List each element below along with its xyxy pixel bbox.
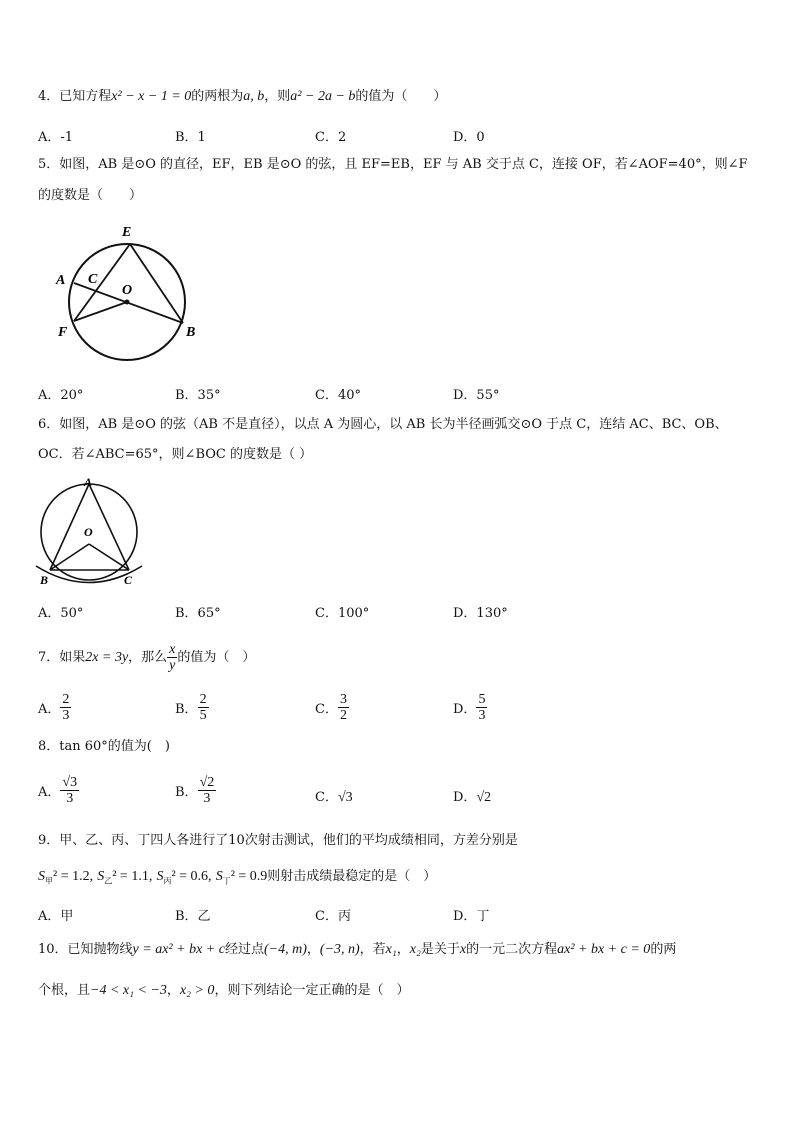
q9-s2-sub: 乙 [104, 876, 113, 886]
q7-option-c-denominator: 2 [339, 708, 347, 723]
q10-text-5: 是关于 [420, 942, 460, 957]
q8-option-a-fraction [60, 775, 79, 806]
q7-option-b-numerator: 2 [199, 692, 207, 707]
q5-label-c: C [88, 272, 98, 287]
q9-s1-value: ² = 1.2, [53, 869, 94, 884]
q10-text-4: ， [396, 942, 410, 957]
q8-option-a-denominator: 3 [66, 791, 74, 806]
q7-option-d-denominator: 3 [478, 708, 486, 723]
q7-fraction [167, 642, 177, 673]
q6-option-a: A．50° [38, 606, 84, 621]
q5-label-f: F [58, 325, 68, 340]
q10-equation-2: ax² + bx + c = 0 [557, 942, 651, 957]
q10-text-7: 的两 [650, 942, 677, 957]
q10-line2-c: ，则下列结论一定正确的是（ ） [214, 983, 410, 998]
q7-number: 7．如果 [38, 650, 86, 665]
q10-equation: y = ax² + bx + c [132, 942, 225, 957]
q10-line2-a: 个根，且 [38, 983, 91, 998]
q4-text-1: 已知方程 [59, 89, 112, 104]
q7-option-a-numerator: 2 [62, 692, 70, 707]
q8-option-c-value: √3 [337, 790, 353, 805]
q10-x: x [459, 942, 467, 957]
q4-option-b: B．1 [175, 130, 206, 145]
q10-point-1: (−4, m) [263, 942, 307, 957]
q10-inequality: −4 < x₁ < −3 [90, 983, 167, 998]
q7-option-d-label: D． [453, 702, 477, 717]
q10-x1: x₁ [385, 942, 397, 957]
q7-option-b-denominator: 5 [199, 708, 207, 723]
q8-option-b-numerator: √2 [199, 775, 215, 790]
q5-label-a: A [56, 273, 66, 288]
q10-x2: x₂ [409, 942, 421, 957]
q7-option-d [453, 692, 487, 723]
q8-option-d-value: √2 [476, 790, 492, 805]
q6-option-d: D．130° [453, 606, 508, 621]
q4-option-c: C．2 [315, 130, 347, 145]
q7-option-b-fraction [198, 692, 209, 723]
q9-s2: S [97, 869, 105, 884]
q5-center-dot [125, 300, 130, 305]
q9-variances [38, 868, 436, 891]
q5-option-a: A．20° [38, 388, 84, 403]
q6-text-line2: OC．若∠ABC=65°，则∠BOC 的度数是（ ） [38, 447, 313, 462]
q10-text-line2 [38, 982, 409, 1000]
q4-text-3: ，则 [264, 89, 291, 104]
q10-text-line1 [38, 941, 676, 959]
q10-text-2: 经过点 [224, 942, 264, 957]
q7-option-d-numerator: 5 [478, 692, 486, 707]
q4-option-a: A．-1 [38, 130, 74, 145]
q8-option-b-denominator: 3 [203, 791, 211, 806]
q6-option-c: C．100° [315, 606, 370, 621]
q4-text-4: 的值为（ ） [355, 89, 447, 104]
q10-point-2: (−3, n) [319, 942, 360, 957]
q8-option-b [175, 775, 216, 806]
q9-s2-value: ² = 1.1, [112, 869, 153, 884]
q4-text-2: 的两根为 [191, 89, 244, 104]
q9-s3-sub: 丙 [163, 876, 172, 886]
q5-label-e: E [122, 225, 132, 240]
q8-option-c-label: C． [315, 790, 338, 805]
q5-label-o: O [122, 283, 133, 298]
q9-s4: S [215, 869, 223, 884]
q9-s4-sub: 丁 [222, 876, 231, 886]
q5-text-line1: 5．如图，AB 是⊙O 的直径，EF，EB 是⊙O 的弦，且 EF=EB，EF 与 AB 交于点 C，连接 OF，若∠AOF=40°，则∠F [38, 157, 748, 172]
q6-text-line1: 6．如图，AB 是⊙O 的弦（AB 不是直径），以点 A 为圆心，以 AB 长为半径画弧交⊙O 于点 C，连结 AC、BC、OB、 [38, 417, 728, 432]
q4-expression: a² − 2a − b [290, 89, 356, 104]
q5-label-b: B [186, 325, 196, 340]
q7-option-a-fraction [60, 692, 71, 723]
q5-text-line2: 的度数是（ ） [38, 188, 143, 203]
q5-figure [50, 220, 200, 365]
q7-fraction-denominator: y [169, 658, 176, 673]
q7-text [38, 640, 255, 676]
q9-s4-value: ² = 0.9 [230, 869, 268, 884]
q8-option-c [315, 786, 353, 806]
q6-label-c: C [124, 573, 133, 587]
q9-text-line1: 9．甲、乙、丙、丁四人各进行了10次射击测试，他们的平均成绩相同，方差分别是 [38, 833, 518, 848]
q10-text-6: 的一元二次方程 [466, 942, 558, 957]
q8-option-d-label: D． [453, 790, 477, 805]
q7-option-c-fraction [338, 692, 349, 723]
q10-text-1: 10．已知抛物线 [38, 942, 133, 957]
q7-option-d-fraction [476, 692, 487, 723]
q9-option-d: D．丁 [453, 909, 490, 924]
q7-option-a [38, 692, 71, 723]
q9-s1-sub: 甲 [45, 876, 53, 886]
q4-number: 4． [38, 89, 60, 104]
q9-text-2: 则射击成绩最稳定的是（ ） [267, 869, 437, 884]
q9-s1: S [38, 869, 45, 884]
q7-option-a-label: A． [38, 702, 61, 717]
q6-label-a: A [84, 475, 93, 489]
q4-roots: a, b [243, 89, 265, 104]
q9-s3: S [156, 869, 164, 884]
q7-option-c [315, 692, 349, 723]
q8-option-a-label: A． [38, 785, 61, 800]
q9-option-a: A．甲 [38, 909, 74, 924]
q7-equation: 2x = 3y [85, 650, 129, 665]
q4-option-d: D．0 [453, 130, 485, 145]
q8-option-d [453, 786, 491, 806]
q7-text-3: 的值为（ ） [177, 650, 256, 665]
q6-label-o: O [84, 525, 93, 539]
q10-separator: ， [306, 942, 320, 957]
q8-option-a-numerator: √3 [62, 775, 78, 790]
q4-text [38, 88, 446, 106]
q6-label-b: B [40, 573, 49, 587]
q8-text: 8．tan 60°的值为( ) [38, 739, 170, 754]
q8-option-a [38, 775, 79, 806]
q10-inequality-2: x₂ > 0 [179, 983, 215, 998]
q4-equation: x² − x − 1 = 0 [111, 89, 192, 104]
q10-text-3: ，若 [359, 942, 386, 957]
q5-option-c: C．40° [315, 388, 361, 403]
q8-option-b-label: B． [175, 785, 198, 800]
q8-option-b-fraction [198, 775, 217, 806]
q5-segment-eb [130, 244, 183, 323]
q5-option-d: D．55° [453, 388, 500, 403]
q5-option-b: B．35° [175, 388, 221, 403]
q9-option-b: B．乙 [175, 909, 211, 924]
q9-option-c: C．丙 [315, 909, 351, 924]
q7-option-a-denominator: 3 [62, 708, 70, 723]
q6-option-b: B．65° [175, 606, 221, 621]
q7-option-b [175, 692, 209, 723]
q7-option-c-label: C． [315, 702, 338, 717]
q6-figure [34, 474, 146, 592]
q7-fraction-numerator: x [169, 642, 176, 657]
q7-option-b-label: B． [175, 702, 198, 717]
q9-s3-value: ² = 0.6, [171, 869, 212, 884]
q7-option-c-numerator: 3 [339, 692, 347, 707]
q7-text-2: ，那么 [128, 650, 168, 665]
q10-line2-b: ， [166, 983, 180, 998]
